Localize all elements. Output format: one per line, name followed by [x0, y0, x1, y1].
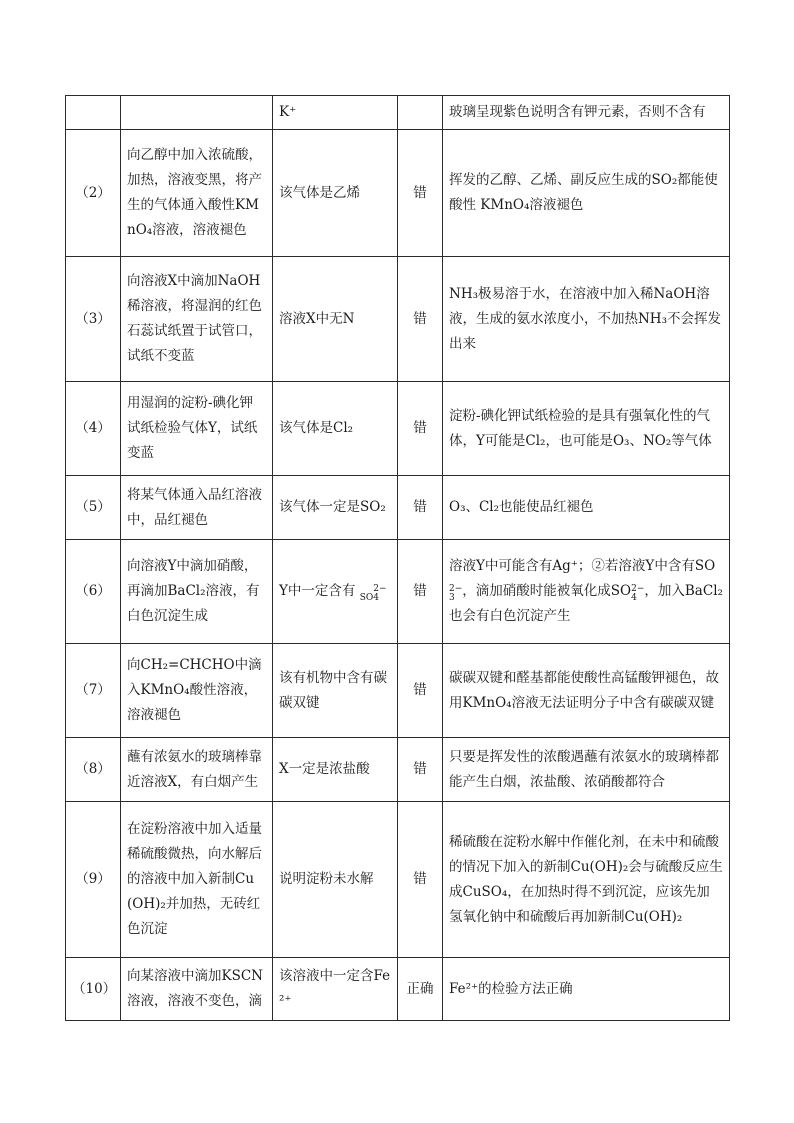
reason-cell: 只要是挥发性的浓酸遇蘸有浓氨水的玻璃棒都能产生白烟，浓盐酸、浓硝酸都符合 [443, 738, 730, 802]
conclusion-cell: 该气体是Cl₂ [273, 382, 398, 476]
reason-cell: 稀硫酸在淀粉水解中作催化剂，在未中和硫酸的情况下加入的新制Cu(OH)₂会与硫酸反应生成CuSO₄，在加热时得不到沉淀，应该先加氢氧化钠中和硫酸后再加新制Cu(OH)₂ [443, 802, 730, 958]
experiment-table [65, 95, 730, 1021]
conclusion-cell: Y中一定含有 SO 2− 4 [273, 540, 398, 644]
conclusion-cell: K⁺ [273, 96, 398, 130]
judgement-cell: 错 [398, 130, 443, 257]
table-row [66, 802, 730, 958]
table-row [66, 130, 730, 257]
reason-cell: O₃、Cl₂也能使品红褪色 [443, 476, 730, 540]
judgement-cell: 正确 [398, 958, 443, 1021]
row-number [66, 96, 121, 130]
judgement-cell: 错 [398, 540, 443, 644]
judgement-cell: 错 [398, 738, 443, 802]
operation-cell: 向CH₂=CHCHO中滴入KMnO₄酸性溶液，溶液褪色 [121, 644, 273, 738]
judgement-cell: 错 [398, 382, 443, 476]
row-number: （6） [66, 540, 121, 644]
reason-cell: 玻璃呈现紫色说明含有钾元素，否则不含有 [443, 96, 730, 130]
reason-cell: NH₃极易溶于水，在溶液中加入稀NaOH溶液，生成的氨水浓度小，不加热NH₃不会挥发出来 [443, 257, 730, 382]
row-number: （9） [66, 802, 121, 958]
table-row [66, 540, 730, 644]
operation-cell: 在淀粉溶液中加入适量稀硫酸微热，向水解后的溶液中加入新制Cu(OH)₂并加热，无砖红色沉淀 [121, 802, 273, 958]
row-number: （5） [66, 476, 121, 540]
operation-cell: 向溶液Y中滴加硝酸，再滴加BaCl₂溶液，有白色沉淀生成 [121, 540, 273, 644]
sulfate-formula: SO [610, 583, 632, 599]
row-number: （10） [66, 958, 121, 1021]
operation-cell: 蘸有浓氨水的玻璃棒靠近溶液X，有白烟产生 [121, 738, 273, 802]
sulfite-formula: SO [694, 558, 716, 574]
table-row [66, 382, 730, 476]
judgement-cell: 错 [398, 476, 443, 540]
conclusion-cell: 说明淀粉未水解 [273, 802, 398, 958]
judgement-cell [398, 96, 443, 130]
operation-cell: 向乙醇中加入浓硫酸，加热，溶液变黑，将产生的气体通入酸性KMnO₄溶液，溶液褪色 [121, 130, 273, 257]
reason-cell: 溶液Y中可能含有Ag⁺；②若溶液Y中含有SO 2− 3 ，滴加硝酸时能被氧化成SO 2− 4 ，加入BaCl₂也会有白色沉淀产生 [443, 540, 730, 644]
conclusion-cell: 该溶液中一定含Fe²⁺ [273, 958, 398, 1021]
judgement-cell: 错 [398, 257, 443, 382]
judgement-cell: 错 [398, 802, 443, 958]
row-number: （7） [66, 644, 121, 738]
conclusion-cell: 该有机物中含有碳碳双键 [273, 644, 398, 738]
judgement-cell: 错 [398, 644, 443, 738]
sulfate-formula: SO [359, 593, 374, 603]
reason-cell: 碳碳双键和醛基都能使酸性高锰酸钾褪色，故用KMnO₄溶液无法证明分子中含有碳碳双键 [443, 644, 730, 738]
reason-cell: 挥发的乙醇、乙烯、副反应生成的SO₂都能使酸性 KMnO₄溶液褪色 [443, 130, 730, 257]
table-row [66, 738, 730, 802]
row-number: （3） [66, 257, 121, 382]
operation-cell [121, 96, 273, 130]
operation-cell: 用湿润的淀粉-碘化钾试纸检验气体Y，试纸变蓝 [121, 382, 273, 476]
reason-cell: 淀粉-碘化钾试纸检验的是具有强氧化性的气体，Y可能是Cl₂，也可能是O₃、NO₂等气体 [443, 382, 730, 476]
row-number: （2） [66, 130, 121, 257]
table-row [66, 257, 730, 382]
conclusion-cell: X一定是浓盐酸 [273, 738, 398, 802]
operation-cell: 将某气体通入品红溶液中，品红褪色 [121, 476, 273, 540]
table-row [66, 644, 730, 738]
table-row [66, 96, 730, 130]
row-number: （4） [66, 382, 121, 476]
operation-cell: 向某溶液中滴加KSCN溶液，溶液不变色，滴 [121, 958, 273, 1021]
conclusion-text: Y中一定含有 [279, 583, 356, 599]
reason-cell: Fe²⁺的检验方法正确 [443, 958, 730, 1021]
operation-cell: 向溶液X中滴加NaOH稀溶液，将湿润的红色石蕊试纸置于试管口，试纸不变蓝 [121, 257, 273, 382]
row-number: （8） [66, 738, 121, 802]
conclusion-cell: 该气体是乙烯 [273, 130, 398, 257]
table-row [66, 476, 730, 540]
conclusion-cell: 溶液X中无N [273, 257, 398, 382]
table-row [66, 958, 730, 1021]
conclusion-cell: 该气体一定是SO₂ [273, 476, 398, 540]
